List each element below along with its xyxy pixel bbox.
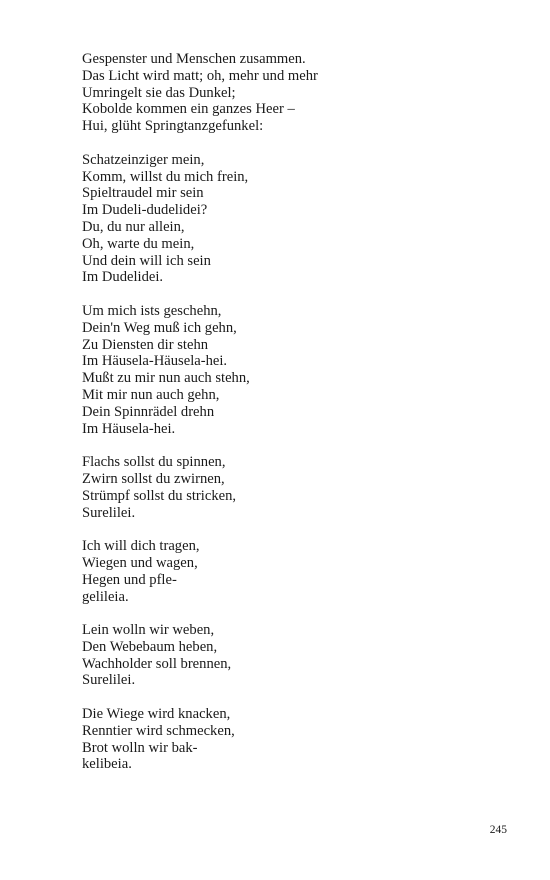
verse-line: Umringelt sie das Dunkel;	[82, 84, 236, 101]
verse-line: Flachs sollst du spinnen,	[82, 454, 226, 471]
verse-line: Den Webebaum heben,	[82, 638, 218, 655]
verse-line: Mußt zu mir nun auch stehn,	[82, 370, 250, 387]
verse-line: Strümpf sollst du stricken,	[82, 487, 237, 504]
verse-line: Im Häusela-Häusela-hei.	[82, 353, 228, 370]
verse-line: Lein wolln wir weben,	[82, 622, 215, 639]
verse-line: Brot wolln wir bak-	[82, 739, 198, 756]
verse-line: Du, du nur allein,	[82, 218, 185, 235]
verse-line: Surelilei.	[82, 504, 136, 521]
verse-line: Zwirn sollst du zwirnen,	[82, 470, 225, 487]
verse-line: Surelilei.	[82, 672, 136, 689]
verse-line: Kobolde kommen ein ganzes Heer –	[82, 101, 295, 118]
stanza-1	[82, 51, 502, 135]
stanza-5	[82, 538, 502, 605]
verse-line: Hegen und pfle-	[82, 571, 177, 588]
verse-line: Ich will dich tragen,	[82, 538, 200, 555]
verse-line: Gespenster und Menschen zusammen.	[82, 51, 306, 67]
verse-line: Wachholder soll brennen,	[82, 655, 232, 672]
stanza-6	[82, 622, 502, 689]
verse-line: Komm, willst du mich frein,	[82, 168, 249, 185]
stanza-4	[82, 454, 502, 521]
verse-line: Zu Diensten dir stehn	[82, 336, 209, 353]
verse-line: Schatzeinziger mein,	[82, 151, 205, 168]
verse-line: Um mich ists geschehn,	[82, 302, 222, 319]
verse-line: Dein'n Weg muß ich gehn,	[82, 319, 237, 336]
verse-line: Wiegen und wagen,	[82, 554, 198, 571]
verse-line: Die Wiege wird knacken,	[82, 706, 231, 723]
verse-line: gelileia.	[82, 588, 129, 605]
verse-line: Dein Spinnrädel drehn	[82, 403, 215, 420]
poem-text	[82, 51, 502, 790]
verse-line: Oh, warte du mein,	[82, 235, 195, 252]
stanza-2	[82, 152, 502, 286]
verse-line: Das Licht wird matt; oh, mehr und mehr	[82, 67, 318, 84]
verse-line: Im Dudelidei.	[82, 269, 164, 286]
verse-line: Renntier wird schmecken,	[82, 722, 235, 739]
page-number: 245	[489, 824, 507, 836]
verse-line: Spieltraudel mir sein	[82, 185, 204, 202]
verse-line: Und dein will ich sein	[82, 252, 211, 269]
verse-line: kelibeia.	[82, 756, 132, 773]
stanza-3	[82, 303, 502, 437]
verse-line: Im Dudeli-dudelidei?	[82, 202, 208, 219]
verse-line: Hui, glüht Springtanzgefunkel:	[82, 118, 264, 135]
verse-line: Im Häusela-hei.	[82, 420, 176, 437]
stanza-7	[82, 706, 502, 773]
verse-line: Mit mir nun auch gehn,	[82, 386, 220, 403]
